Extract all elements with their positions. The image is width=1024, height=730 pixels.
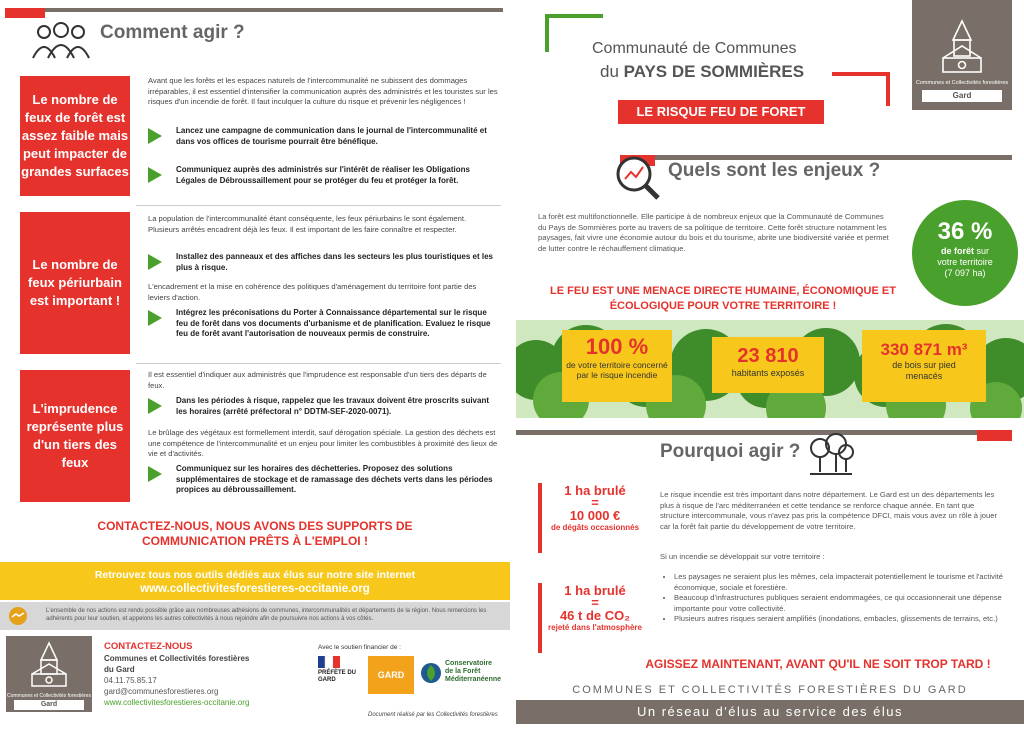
badge-value: 36 %	[937, 218, 993, 245]
key-fact-box	[20, 212, 130, 354]
handshake-icon	[8, 606, 28, 626]
membership-note	[0, 602, 510, 630]
stat-value: 330 871 m³	[880, 340, 968, 359]
list-item: • Les paysages ne seraient plus les mêmes, cela impacterait potentiellement le tourisme et l'activité économique, sociale et forestière.	[674, 572, 1019, 593]
arrow-icon	[148, 466, 162, 482]
conservatoire-logo	[420, 658, 510, 694]
stat-label: de bois sur pied menacés	[892, 360, 956, 381]
stat-value: 100 %	[585, 334, 649, 359]
action-item: Communiquez sur les horaires des déchetteries. Proposez des solutions supplémentaires de stockage et de ramassage des déchets verts dans les périodes propices au débroussaillement.	[148, 464, 498, 496]
forest-share-badge: 36 % de forêt sur votre territoire (7 097 ha)	[912, 200, 1018, 306]
action-item: Dans les périodes à risque, rappelez que les travaux doivent être proscrits suivant les horaires (arrêté préfectoral n° DDTM-SEF-2020-0071).	[148, 396, 498, 417]
website-text: Retrouvez tous nos outils dédiés aux élus sur notre site internet	[94, 569, 416, 581]
divider	[136, 205, 501, 206]
key-fact-text: Le nombre de feux périurbain est important !	[28, 257, 122, 308]
logo-text: Communes et Collectivités forestières	[915, 80, 1009, 86]
arrow-icon	[148, 398, 162, 414]
magnifier-chart-icon	[612, 152, 662, 202]
arrow-icon	[148, 254, 162, 270]
paragraph: Le risque incendie est très important dans notre département. Le Gard est un des départements les plus à risque de l'arc méditerranéen et cette tendance se renforce chaque année. En tant que structure intercommunale, vous n'avez pas pris la compétence DFCI, mais vous avez un rôle à jouer car la forêt fait partie du développement de votre territoire.	[660, 490, 997, 531]
action-item: Installez des panneaux et des affiches dans les secteurs les plus touristiques et les plus à risque.	[148, 252, 498, 273]
logo-region: Gard	[14, 700, 84, 710]
credit-text: Document réalisé par les Collectivités forestières	[368, 712, 498, 718]
action-item: Intégrez les préconisations du Porter à Connaissance départemental sur le risque feu de forêt dans vos documents d'urbanisme et de planification. Evaluez le risque feu de forêt avant l'autorisation de nouveaux permis de construire.	[148, 308, 498, 340]
paragraph: Avant que les forêts et les espaces naturels de l'intercommunalité ne subissent des dommages irréparables, il est essentiel d'intensifier la communication auprès des administrés et les touristes sur les risques d'un incendie de forêt. Il faut inculquer la culture du risque et prévenir les négligences !	[148, 76, 498, 106]
cost-label: de dégâts occasionnés	[550, 523, 640, 532]
contact-title: CONTACTEZ-NOUS	[104, 641, 193, 652]
co2-line: 1 ha brulé	[564, 583, 626, 598]
phone[interactable]: 04.11.75.85.17	[104, 676, 157, 685]
church-icon	[936, 18, 988, 76]
key-fact-text: Le nombre de feux de forêt est assez faible mais peut impacter de grandes surfaces	[21, 92, 129, 179]
people-icon	[30, 20, 92, 60]
co2-label: rejeté dans l'atmosphère	[548, 623, 642, 632]
section-bar	[516, 430, 1012, 441]
section-title: Comment agir ?	[100, 22, 245, 43]
arrow-icon	[148, 310, 162, 326]
paragraph: La population de l'intercommunalité étant conséquente, les feux périurbains le sont également. Plusieurs arrêtés encadrent déjà les feux. Il est important de les faire connaître et respecter.	[148, 214, 467, 234]
contact-callout: CONTACTEZ-NOUS, NOUS AVONS DES SUPPORTS DE COMMUNICATION PRÊTS À L'EMPLOI !	[97, 519, 413, 548]
threat-callout: LE FEU EST UNE MENACE DIRECTE HUMAINE, ÉCONOMIQUE ET ÉCOLOGIQUE POUR VOTRE TERRITOIRE !	[550, 285, 896, 312]
divider	[136, 363, 501, 364]
logo-text: Communes et Collectivités forestières	[7, 693, 91, 699]
conservatoire-line3: Méditerranéenne	[445, 676, 502, 683]
stat-card	[712, 337, 824, 393]
section-title: Quels sont les enjeux ?	[668, 160, 881, 181]
arrow-icon	[148, 167, 162, 183]
leaf-icon	[420, 662, 442, 684]
key-fact-box	[20, 76, 130, 196]
stat-value: 23 810	[737, 345, 799, 367]
stat-label: de votre territoire concerné par le risque incendie	[566, 360, 668, 380]
list-item: • Beaucoup d'infrastructures publiques seraient endommagées, ce qui occasionnerait une dépense importante pour votre collectivité.	[674, 593, 1019, 614]
contact-details	[104, 653, 249, 708]
co2-equals: =	[591, 595, 599, 610]
paragraph: Le brûlage des végétaux est formellement interdit, sauf dérogation spéciale. La gestion des déchets est une compétence de l'intercommunalité et un enjeu pour limiter les combustibles à proximité des lieux de vie et d'activités.	[148, 428, 498, 458]
cost-value: 10 000 €	[569, 508, 621, 523]
website-link[interactable]: www.collectivitesforestieres-occitanie.org	[140, 583, 370, 595]
badge-line: (7 097 ha)	[944, 268, 986, 278]
key-fact-text: L'imprudence représente plus d'un tiers des feux	[26, 401, 124, 470]
impact-list	[660, 572, 1019, 625]
cc-name-line2: du PAYS DE SOMMIÈRES	[600, 62, 805, 81]
org-footer-name: COMMUNES ET COLLECTIVITÉS FORESTIÈRES DU GARD	[572, 684, 968, 696]
cost-equals: =	[591, 495, 599, 510]
badge-line: votre territoire	[937, 257, 993, 267]
website-link-footer[interactable]: www.collectivitesforestieres-occitanie.org	[104, 698, 250, 707]
paragraph: Il est essentiel d'indiquer aux administrés que l'imprudence est responsable d'un tiers des départs de feux.	[148, 370, 487, 390]
paragraph: Si un incendie se développait sur votre territoire :	[660, 552, 825, 561]
support-label: Avec le soutien financier de :	[318, 644, 401, 651]
paragraph: La forêt est multifonctionnelle. Elle participe à de nombreux enjeux que la Communauté de Communes du Pays de Sommières porte au travers de sa politique de territoire. Cette forêt structure notamment les paysages, fait vivre une économie autour du bois et du tourisme, abrite une biodiversité variée et permet de lutter contre le réchauffement climatique.	[538, 212, 889, 253]
section-title: Pourquoi agir ?	[660, 441, 801, 462]
header-bar	[5, 8, 503, 18]
website-banner	[0, 562, 510, 600]
co2-stat	[538, 583, 648, 653]
key-fact-box	[20, 370, 130, 502]
conservatoire-line2: de la Forêt	[445, 668, 481, 675]
prefet-text: PRÉFÈTE DU GARD	[318, 670, 357, 683]
cost-stat	[538, 483, 648, 553]
paragraph: L'encadrement et la mise en cohérence des politiques d'aménagement du territoire font partie des leviers d'action.	[148, 282, 477, 302]
stat-card	[562, 330, 672, 402]
gard-logo: GARD	[368, 656, 414, 694]
risk-banner: LE RISQUE FEU DE FORET	[618, 100, 824, 124]
action-callout: AGISSEZ MAINTENANT, AVANT QU'IL NE SOIT TROP TARD !	[645, 657, 991, 671]
church-icon	[24, 640, 74, 690]
list-item: • Plusieurs autres risques seraient amplifiés (inondations, embacles, glissements de terrains, etc.)	[674, 614, 1019, 625]
arrow-icon	[148, 128, 162, 144]
corner-bracket-red	[832, 72, 892, 108]
action-item: Communiquez auprès des administrés sur l'intérêt de réaliser les Obligations Légales de Débroussaillement pour se protéger du feu et protéger la forêt.	[148, 165, 498, 186]
note-text: L'ensemble de nos actions est rendu possible grâce aux nombreuses adhésions de communes, intercommunalités et départements de la région. Nous remercions les adhérents pour leur soutien, et appelons les autres collectivités à nous rejoindre afin de poursuivre nos actions à vos côtés.	[46, 608, 487, 622]
tagline-bar: Un réseau d'élus au service des élus	[516, 700, 1024, 724]
prefet-logo	[318, 656, 364, 696]
logo-region: Gard	[922, 90, 1002, 102]
marianne-icon	[318, 656, 340, 668]
burning-trees-icon	[806, 432, 856, 478]
org-name: Communes et Collectivités forestières	[104, 654, 250, 663]
stat-card	[862, 330, 986, 402]
cost-line: 1 ha brulé	[564, 483, 626, 498]
cc-name-line1: Communauté de Communes	[592, 40, 797, 57]
action-item: Lancez une campagne de communication dans le journal de l'intercommunalité et dans vos offices de tourisme pourrait être bénéfique.	[148, 126, 498, 147]
org-region: du Gard	[104, 665, 135, 674]
stat-label: habitants exposés	[731, 368, 805, 378]
conservatoire-line1: Conservatoire	[445, 660, 493, 667]
email-link[interactable]: gard@communesforestieres.org	[104, 687, 219, 696]
cofor-logo	[6, 636, 92, 712]
cofor-logo-right	[912, 0, 1012, 110]
co2-value: 46 t de CO₂	[559, 608, 631, 623]
